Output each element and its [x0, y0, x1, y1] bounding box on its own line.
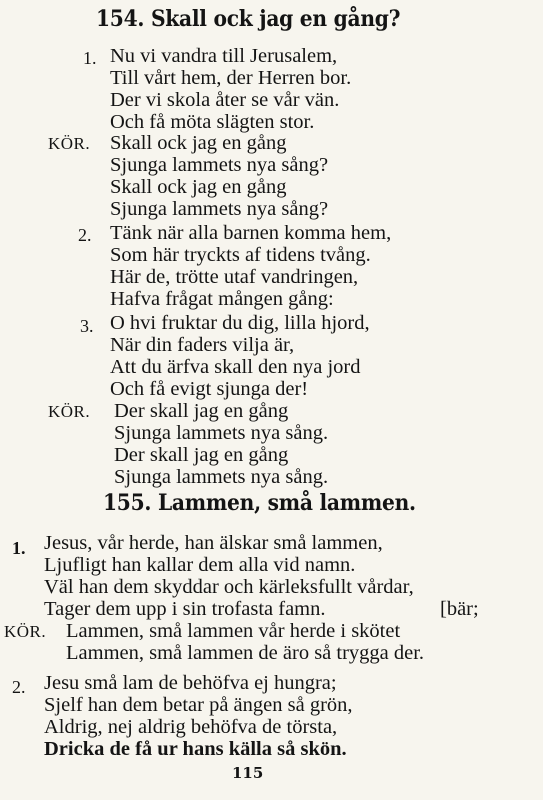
hymn-155-verse-2-line-1: Jesu små lam de behöfva ej hungra;	[44, 672, 337, 694]
chorus-label: KÖR.	[48, 134, 91, 153]
hymn-154-chorus-1-line-1: Skall ock jag en gång	[110, 132, 287, 154]
hymn-154-verse-3-line-1: O hvi fruktar du dig, lilla hjord,	[110, 312, 370, 334]
hymn-154-chorus-1-line-2: Sjunga lammets nya sång?	[110, 154, 329, 176]
verse-3-number: 3.	[80, 316, 94, 336]
hymn-155-verse-2-line-3: Aldrig, nej aldrig behöfva de törsta,	[44, 716, 338, 738]
verse-1-number: 1.	[12, 538, 26, 558]
verse-2-number: 2.	[12, 677, 26, 697]
hymn-155-verse-2-line-2: Sjelf han dem betar på ängen så grön,	[44, 694, 353, 716]
page-number: 115	[232, 764, 264, 782]
hymn-155-verse-1-line-1: Jesus, vår herde, han älskar små lammen,	[44, 532, 383, 554]
hymn-155-verse-2-line-4: Dricka de få ur hans källa så skön.	[44, 738, 347, 760]
hymn-154-chorus-1-line-3: Skall ock jag en gång	[110, 176, 287, 198]
hymn-155-chorus-line-1: Lammen, små lammen vår herde i skötet	[66, 620, 401, 642]
hymn-154-verse-3-line-2: När din faders vilja är,	[110, 334, 295, 356]
hymn-154-chorus-2-line-3: Der skall jag en gång	[114, 444, 289, 466]
hymn-154-verse-1-line-4: Och få möta slägten stor.	[110, 111, 315, 133]
hymn-154-title: 154. Skall ock jag en gång?	[96, 6, 401, 32]
hymn-155-title: 155. Lammen, små lammen.	[103, 490, 416, 516]
hymn-155-verse-1-line-4: Tager dem upp i sin trofasta famn.	[44, 598, 326, 620]
chorus-label: KÖR.	[4, 622, 47, 641]
hymn-154-chorus-2-line-4: Sjunga lammets nya sång.	[114, 466, 329, 488]
verse-1-number: 1.	[83, 48, 97, 68]
chorus-label: KÖR.	[48, 402, 91, 421]
verse-carryover-word: [bär;	[440, 598, 479, 620]
hymn-154-verse-2-line-4: Hafva frågat mången gång:	[110, 288, 334, 310]
hymn-154-verse-1-line-3: Der vi skola åter se vår vän.	[110, 89, 340, 111]
hymn-154-verse-2-line-1: Tänk när alla barnen komma hem,	[110, 222, 392, 244]
hymn-154-chorus-2-line-1: Der skall jag en gång	[114, 400, 289, 422]
verse-2-number: 2.	[78, 225, 92, 245]
hymn-154-verse-2-line-2: Som här tryckts af tidens tvång.	[110, 244, 371, 266]
hymn-154-chorus-2-line-2: Sjunga lammets nya sång.	[114, 422, 329, 444]
hymn-154-verse-1-line-2: Till vårt hem, der Herren bor.	[110, 67, 352, 89]
hymn-154-verse-2-line-3: Här de, trötte utaf vandringen,	[110, 266, 359, 288]
hymn-155-verse-1-line-2: Ljufligt han kallar dem alla vid namn.	[44, 554, 356, 576]
hymn-154-verse-1-line-1: Nu vi vandra till Jerusalem,	[110, 45, 338, 67]
hymn-155-verse-1-line-3: Väl han dem skyddar och kärleksfullt vårdar,	[44, 576, 414, 598]
hymn-154-verse-3-line-4: Och få evigt sjunga der!	[110, 378, 309, 400]
hymn-154-chorus-1-line-4: Sjunga lammets nya sång?	[110, 198, 329, 220]
hymn-154-verse-3-line-3: Att du ärfva skall den nya jord	[110, 356, 361, 378]
hymn-155-chorus-line-2: Lammen, små lammen de äro så trygga der.	[66, 642, 425, 664]
